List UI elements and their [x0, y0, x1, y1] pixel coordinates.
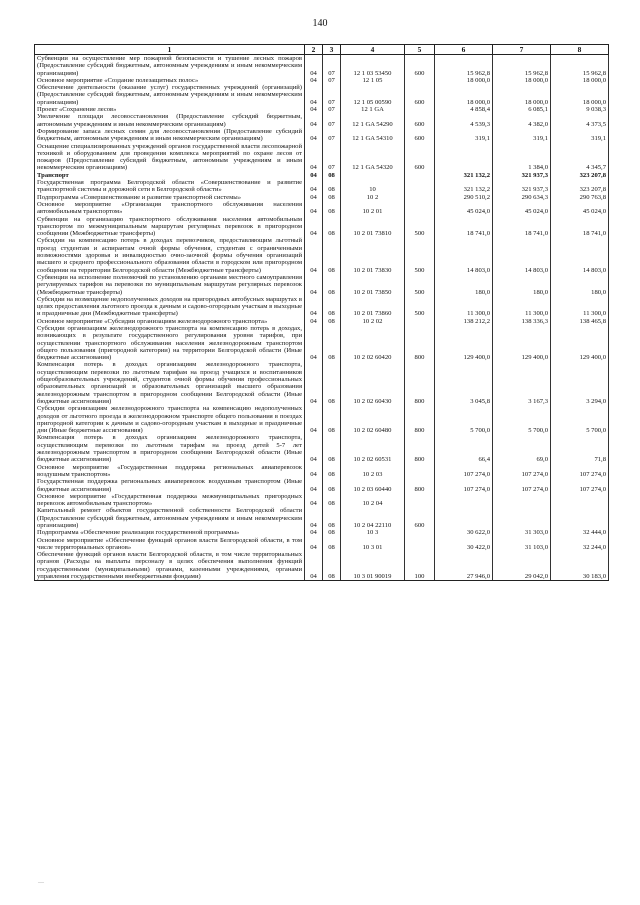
amount-year3-cell: 9 038,3	[551, 106, 609, 113]
section-code-cell: 04	[305, 84, 323, 106]
amount-year2-cell: 45 024,0	[493, 201, 551, 216]
table-row	[35, 529, 609, 536]
table-row	[35, 318, 609, 325]
target-article-cell: 12 1 05	[341, 77, 405, 84]
row-name-cell: Основное мероприятие «Государственная поддержка региональных авиаперевозок воздушным транспортом»	[35, 464, 305, 479]
table-row	[35, 325, 609, 361]
amount-year2-cell: 4 382,0	[493, 113, 551, 128]
section-code-cell: 04	[305, 493, 323, 508]
table-row	[35, 55, 609, 77]
amount-year2-cell: 321 937,3	[493, 172, 551, 179]
section-code-cell: 04	[305, 179, 323, 194]
column-header: 6	[435, 45, 493, 55]
table-row	[35, 296, 609, 318]
subsection-code-cell: 08	[323, 361, 341, 405]
amount-year2-cell: 290 634,3	[493, 194, 551, 201]
table-row	[35, 77, 609, 84]
row-name-cell: Основное мероприятие «Обеспечение функций органов власти Белгородской области, в том числе территориальных органов»	[35, 537, 305, 552]
section-code-cell: 04	[305, 55, 323, 77]
section-code-cell: 04	[305, 478, 323, 493]
amount-year3-cell: 129 400,0	[551, 325, 609, 361]
amount-year1-cell: 30 422,0	[435, 537, 493, 552]
target-article-cell: 10 2 01 73830	[341, 237, 405, 273]
amount-year3-cell: 319,1	[551, 128, 609, 143]
subsection-code-cell: 08	[323, 325, 341, 361]
target-article-cell: 10 3 01	[341, 537, 405, 552]
column-header: 5	[405, 45, 435, 55]
section-code-cell: 04	[305, 274, 323, 296]
row-name-cell: Подпрограмма «Совершенствование и развитие транспортной системы»	[35, 194, 305, 201]
amount-year3-cell: 3 294,0	[551, 361, 609, 405]
amount-year2-cell: 319,1	[493, 128, 551, 143]
amount-year1-cell: 107 274,0	[435, 478, 493, 493]
table-row	[35, 201, 609, 216]
expense-type-cell: 600	[405, 143, 435, 172]
table-row	[35, 405, 609, 434]
expense-type-cell: 500	[405, 296, 435, 318]
row-name-cell: Субсидии на компенсацию потерь в доходах перевозчиков, предоставляющим льготный проезд студентам и аспирантам очной формы обучения, студентам с ограниченными возможностями здоровья и инвалидностью очно-заочной формы обучения организаций высшего и среднего профессионального образования области в городском или пригородном сообщении на территории Белгородской области (Межбюджетные трансферты)	[35, 237, 305, 273]
row-name-cell: Субсидии организациям железнодорожного транспорта на компенсацию недополученных доходов от льготного проезда в железнодорожном транспорте общего пользования в поездах пригородной категории к дачным и садово-огородным участкам в выходные и праздничные дни (Иные бюджетные ассигнования)	[35, 405, 305, 434]
expense-type-cell	[405, 106, 435, 113]
subsection-code-cell: 08	[323, 237, 341, 273]
section-code-cell: 04	[305, 201, 323, 216]
amount-year3-cell: 18 000,0	[551, 84, 609, 106]
column-number-row	[35, 45, 609, 55]
target-article-cell: 10 3 01 90019	[341, 551, 405, 581]
table-body	[35, 55, 609, 581]
column-header: 2	[305, 45, 323, 55]
amount-year3-cell: 14 803,0	[551, 237, 609, 273]
table-row	[35, 172, 609, 179]
expense-type-cell	[405, 172, 435, 179]
table-row	[35, 464, 609, 479]
row-name-cell: Обеспечение функций органов власти Белгородской области, в том числе территориальных органов (Расходы на выплаты персоналу в целях обеспечения выполнения функций государственными (муниципальными) органами, казенными учреждениями, органами управления государственными внебюджетными фондами)	[35, 551, 305, 581]
expense-type-cell	[405, 529, 435, 536]
subsection-code-cell: 07	[323, 55, 341, 77]
amount-year1-cell: 321 132,2	[435, 179, 493, 194]
expense-type-cell: 600	[405, 55, 435, 77]
subsection-code-cell: 07	[323, 128, 341, 143]
subsection-code-cell: 08	[323, 194, 341, 201]
amount-year1-cell: 18 000,0	[435, 77, 493, 84]
table-row	[35, 551, 609, 581]
target-article-cell: 10 2 01	[341, 201, 405, 216]
target-article-cell: 12 1 GA 54320	[341, 143, 405, 172]
amount-year2-cell	[493, 493, 551, 508]
section-code-cell: 04	[305, 361, 323, 405]
amount-year2-cell: 18 000,0	[493, 84, 551, 106]
expense-type-cell	[405, 201, 435, 216]
expense-type-cell: 800	[405, 434, 435, 463]
table-row	[35, 128, 609, 143]
row-name-cell: Основное мероприятие «Создание полезащитных полос»	[35, 77, 305, 84]
amount-year3-cell: 32 244,0	[551, 537, 609, 552]
section-code-cell: 04	[305, 551, 323, 581]
amount-year1-cell: 319,1	[435, 128, 493, 143]
amount-year1-cell: 4 858,4	[435, 106, 493, 113]
row-name-cell: Субвенции на осуществление мер пожарной безопасности и тушение лесных пожаров (Предоставление субсидий бюджетным, автономным учреждениям и иным некоммерческим организациям)	[35, 55, 305, 77]
amount-year1-cell: 180,0	[435, 274, 493, 296]
amount-year2-cell: 107 274,0	[493, 478, 551, 493]
subsection-code-cell: 08	[323, 172, 341, 179]
target-article-cell: 12 1 GA 54310	[341, 128, 405, 143]
expense-type-cell	[405, 493, 435, 508]
row-name-cell: Субсидии организациям железнодорожного транспорта на компенсацию потерь в доходах, возникающих в результате государственного регулирования уровня тарифов, при осуществлении транспортного обслуживания населения железнодорожным транспортом общего пользования (пригородной категории) на территории Белгородской области (Иные бюджетные ассигнования)	[35, 325, 305, 361]
row-name-cell: Субвенции на исполнение полномочий по установлению органами местного самоуправления регулируемых тарифов на перевозки по муниципальным маршрутам регулярных перевозок (Межбюджетные трансферты)	[35, 274, 305, 296]
expense-type-cell: 600	[405, 84, 435, 106]
amount-year2-cell: 1 384,0	[493, 143, 551, 172]
target-article-cell: 12 1 03 53450	[341, 55, 405, 77]
subsection-code-cell: 07	[323, 143, 341, 172]
table-row	[35, 507, 609, 529]
expense-type-cell: 600	[405, 128, 435, 143]
amount-year2-cell: 69,0	[493, 434, 551, 463]
section-code-cell: 04	[305, 106, 323, 113]
target-article-cell	[341, 172, 405, 179]
amount-year1-cell: 45 024,0	[435, 201, 493, 216]
amount-year3-cell: 138 465,8	[551, 318, 609, 325]
amount-year3-cell: 4 373,5	[551, 113, 609, 128]
row-name-cell: Компенсация потерь в доходах организациям железнодорожного транспорта, осуществляющим перевозки по льготным тарифам на проезд детей 5-7 лет железнодорожным транспортом в пригородном сообщении Белгородской области (Иные бюджетные ассигнования)	[35, 434, 305, 463]
amount-year1-cell: 138 212,2	[435, 318, 493, 325]
amount-year2-cell: 18 741,0	[493, 216, 551, 238]
amount-year3-cell: 107 274,0	[551, 464, 609, 479]
amount-year1-cell: 321 132,2	[435, 172, 493, 179]
amount-year1-cell: 107 274,0	[435, 464, 493, 479]
amount-year2-cell: 6 085,1	[493, 106, 551, 113]
table-row	[35, 237, 609, 273]
section-code-cell: 04	[305, 507, 323, 529]
row-name-cell: Проект «Сохранение лесов»	[35, 106, 305, 113]
target-article-cell: 10 2 04	[341, 493, 405, 508]
column-header: 7	[493, 45, 551, 55]
target-article-cell: 12 1 05 00590	[341, 84, 405, 106]
section-code-cell: 04	[305, 113, 323, 128]
amount-year2-cell: 180,0	[493, 274, 551, 296]
amount-year1-cell: 27 946,0	[435, 551, 493, 581]
amount-year2-cell: 31 303,0	[493, 529, 551, 536]
table-row	[35, 537, 609, 552]
amount-year3-cell: 18 000,0	[551, 77, 609, 84]
row-name-cell: Подпрограмма «Обеспечение реализации государственной программы»	[35, 529, 305, 536]
target-article-cell: 10 2 03	[341, 464, 405, 479]
amount-year1-cell: 290 510,2	[435, 194, 493, 201]
expense-type-cell	[405, 464, 435, 479]
target-article-cell: 10 2 03 60440	[341, 478, 405, 493]
amount-year3-cell: 323 207,8	[551, 172, 609, 179]
amount-year3-cell: 30 183,0	[551, 551, 609, 581]
subsection-code-cell: 08	[323, 201, 341, 216]
subsection-code-cell: 08	[323, 179, 341, 194]
amount-year1-cell: 14 803,0	[435, 237, 493, 273]
subsection-code-cell: 08	[323, 551, 341, 581]
section-code-cell: 04	[305, 143, 323, 172]
amount-year3-cell: 18 741,0	[551, 216, 609, 238]
amount-year3-cell: 5 700,0	[551, 405, 609, 434]
row-name-cell: Основное мероприятие «Субсидии организациям железнодорожного транспорта»	[35, 318, 305, 325]
amount-year1-cell	[435, 143, 493, 172]
table-row	[35, 143, 609, 172]
amount-year2-cell: 138 336,3	[493, 318, 551, 325]
target-article-cell: 12 1 GA	[341, 106, 405, 113]
target-article-cell: 10 2 02 60420	[341, 325, 405, 361]
target-article-cell: 10	[341, 179, 405, 194]
row-name-cell: Формирование запаса лесных семян для лесовосстановления (Предоставление субсидий бюджетным, автономным учреждениям и иным некоммерческим организациям)	[35, 128, 305, 143]
target-article-cell: 10 2 04 22110	[341, 507, 405, 529]
target-article-cell: 10 2 02 60430	[341, 361, 405, 405]
section-code-cell: 04	[305, 325, 323, 361]
expense-type-cell	[405, 318, 435, 325]
expense-type-cell: 800	[405, 478, 435, 493]
amount-year3-cell: 180,0	[551, 274, 609, 296]
row-name-cell: Оснащение специализированных учреждений органов государственной власти лесопожарной техникой и оборудованием для проведения комплекса мероприятий по охране лесов от пожаров (Предоставление субсидий бюджетным, автономным учреждениям и иным некоммерческим организациям)	[35, 143, 305, 172]
amount-year2-cell: 11 300,0	[493, 296, 551, 318]
amount-year1-cell: 18 000,0	[435, 84, 493, 106]
amount-year2-cell: 29 042,0	[493, 551, 551, 581]
subsection-code-cell: 08	[323, 529, 341, 536]
amount-year1-cell: 129 400,0	[435, 325, 493, 361]
amount-year2-cell: 18 000,0	[493, 77, 551, 84]
target-article-cell: 10 3	[341, 529, 405, 536]
subsection-code-cell: 08	[323, 434, 341, 463]
section-code-cell: 04	[305, 464, 323, 479]
amount-year3-cell	[551, 493, 609, 508]
subsection-code-cell: 08	[323, 493, 341, 508]
expense-type-cell	[405, 537, 435, 552]
table-row	[35, 194, 609, 201]
section-code-cell: 04	[305, 237, 323, 273]
subsection-code-cell: 08	[323, 274, 341, 296]
expense-type-cell: 800	[405, 361, 435, 405]
subsection-code-cell: 08	[323, 318, 341, 325]
expense-type-cell: 800	[405, 405, 435, 434]
target-article-cell: 10 2 01 73810	[341, 216, 405, 238]
amount-year3-cell: 45 024,0	[551, 201, 609, 216]
expense-type-cell: 500	[405, 216, 435, 238]
table-row	[35, 361, 609, 405]
amount-year2-cell: 321 937,3	[493, 179, 551, 194]
target-article-cell: 10 2 02	[341, 318, 405, 325]
column-header: 3	[323, 45, 341, 55]
amount-year1-cell	[435, 493, 493, 508]
amount-year3-cell: 107 274,0	[551, 478, 609, 493]
amount-year2-cell: 107 274,0	[493, 464, 551, 479]
amount-year3-cell: 71,8	[551, 434, 609, 463]
expense-type-cell: 800	[405, 325, 435, 361]
subsection-code-cell: 08	[323, 537, 341, 552]
amount-year3-cell: 323 207,8	[551, 179, 609, 194]
row-name-cell: Основное мероприятие «Государственная поддержка межмуниципальных пригородных перевозок автомобильным транспортом»	[35, 493, 305, 508]
amount-year2-cell: 31 103,0	[493, 537, 551, 552]
amount-year1-cell: 18 741,0	[435, 216, 493, 238]
expense-type-cell	[405, 77, 435, 84]
row-name-cell: Основное мероприятие «Организация транспортного обслуживания населения автомобильным транспортом»	[35, 201, 305, 216]
section-code-cell: 04	[305, 405, 323, 434]
amount-year2-cell: 3 167,3	[493, 361, 551, 405]
row-name-cell: Увеличение площади лесовосстановления (Предоставление субсидий бюджетным, автономным учреждениям и иным некоммерческим организациям)	[35, 113, 305, 128]
table-row	[35, 113, 609, 128]
row-name-cell: Субвенции на организацию транспортного обслуживания населения автомобильным транспортом по межмуниципальным маршрутам регулярных перевозок в пригородном сообщении (Межбюджетные трансферты)	[35, 216, 305, 238]
target-article-cell: 10 2 02 60480	[341, 405, 405, 434]
amount-year2-cell: 129 400,0	[493, 325, 551, 361]
column-header: 8	[551, 45, 609, 55]
subsection-code-cell: 07	[323, 77, 341, 84]
amount-year1-cell	[435, 507, 493, 529]
subsection-code-cell: 08	[323, 405, 341, 434]
row-name-cell: Государственная поддержка региональных авиаперевозок воздушным транспортом (Иные бюджетные ассигнования)	[35, 478, 305, 493]
section-code-cell: 04	[305, 296, 323, 318]
section-code-cell: 04	[305, 537, 323, 552]
section-code-cell: 04	[305, 529, 323, 536]
expense-type-cell: 600	[405, 113, 435, 128]
table-row	[35, 84, 609, 106]
amount-year1-cell: 30 622,0	[435, 529, 493, 536]
section-code-cell: 04	[305, 194, 323, 201]
scan-mark: —	[38, 880, 44, 886]
amount-year1-cell: 5 700,0	[435, 405, 493, 434]
row-name-cell: Транспорт	[35, 172, 305, 179]
amount-year1-cell: 15 962,8	[435, 55, 493, 77]
target-article-cell: 10 2	[341, 194, 405, 201]
table-row	[35, 434, 609, 463]
amount-year2-cell: 15 962,8	[493, 55, 551, 77]
expense-type-cell	[405, 179, 435, 194]
expense-type-cell	[405, 194, 435, 201]
column-header: 4	[341, 45, 405, 55]
target-article-cell: 10 2 02 60531	[341, 434, 405, 463]
row-name-cell: Капитальный ремонт объектов государственной собственности Белгородской области (Предоставление субсидий бюджетным, автономным учреждениям и иным некоммерческим организациям)	[35, 507, 305, 529]
amount-year3-cell: 15 962,8	[551, 55, 609, 77]
table-row	[35, 106, 609, 113]
table-row	[35, 274, 609, 296]
row-name-cell: Компенсация потерь в доходах организациям железнодорожного транспорта, осуществляющим перевозки по льготным тарифам на проезд учащихся и воспитанников общеобразовательных учреждений, студентов очной формы обучения профессиональных образовательных организаций и образовательных организаций высшего образования железнодорожным транспортом в пригородном сообщении Белгородской области (Иные бюджетные ассигнования)	[35, 361, 305, 405]
subsection-code-cell: 08	[323, 464, 341, 479]
row-name-cell: Государственная программа Белгородской области «Совершенствование и развитие транспортной системы и дорожной сети в Белгородской области»	[35, 179, 305, 194]
budget-table	[34, 44, 609, 581]
target-article-cell: 10 2 01 73860	[341, 296, 405, 318]
subsection-code-cell: 08	[323, 296, 341, 318]
section-code-cell: 04	[305, 77, 323, 84]
expense-type-cell: 500	[405, 237, 435, 273]
table-row	[35, 493, 609, 508]
row-name-cell: Обеспечение деятельности (оказание услуг) государственных учреждений (организаций) (Предоставление субсидий бюджетным, автономным учреждениям и иным некоммерческим организациям)	[35, 84, 305, 106]
section-code-cell: 04	[305, 172, 323, 179]
page-number: 140	[312, 18, 328, 29]
subsection-code-cell: 08	[323, 478, 341, 493]
expense-type-cell: 500	[405, 274, 435, 296]
section-code-cell: 04	[305, 318, 323, 325]
amount-year2-cell: 14 803,0	[493, 237, 551, 273]
table-row	[35, 179, 609, 194]
amount-year1-cell: 4 539,3	[435, 113, 493, 128]
subsection-code-cell: 07	[323, 84, 341, 106]
subsection-code-cell: 07	[323, 106, 341, 113]
amount-year1-cell: 11 300,0	[435, 296, 493, 318]
amount-year3-cell: 290 763,8	[551, 194, 609, 201]
amount-year2-cell	[493, 507, 551, 529]
column-header: 1	[35, 45, 305, 55]
expense-type-cell: 100	[405, 551, 435, 581]
target-article-cell: 10 2 01 73850	[341, 274, 405, 296]
section-code-cell: 04	[305, 216, 323, 238]
subsection-code-cell: 08	[323, 216, 341, 238]
amount-year3-cell	[551, 507, 609, 529]
expense-type-cell: 600	[405, 507, 435, 529]
amount-year1-cell: 3 045,8	[435, 361, 493, 405]
target-article-cell: 12 1 GA 54290	[341, 113, 405, 128]
amount-year2-cell: 5 700,0	[493, 405, 551, 434]
section-code-cell: 04	[305, 128, 323, 143]
amount-year3-cell: 32 444,0	[551, 529, 609, 536]
table-row	[35, 216, 609, 238]
amount-year3-cell: 11 300,0	[551, 296, 609, 318]
table-row	[35, 478, 609, 493]
amount-year3-cell: 4 345,7	[551, 143, 609, 172]
amount-year1-cell: 66,4	[435, 434, 493, 463]
section-code-cell: 04	[305, 434, 323, 463]
row-name-cell: Субсидии на возмещение недополученных доходов на пригородных автобусных маршрутах в целях предоставления льготного проезда к дачным и садово-огородным участкам в выходные и праздничные дни (Межбюджетные трансферты)	[35, 296, 305, 318]
subsection-code-cell: 08	[323, 507, 341, 529]
subsection-code-cell: 07	[323, 113, 341, 128]
